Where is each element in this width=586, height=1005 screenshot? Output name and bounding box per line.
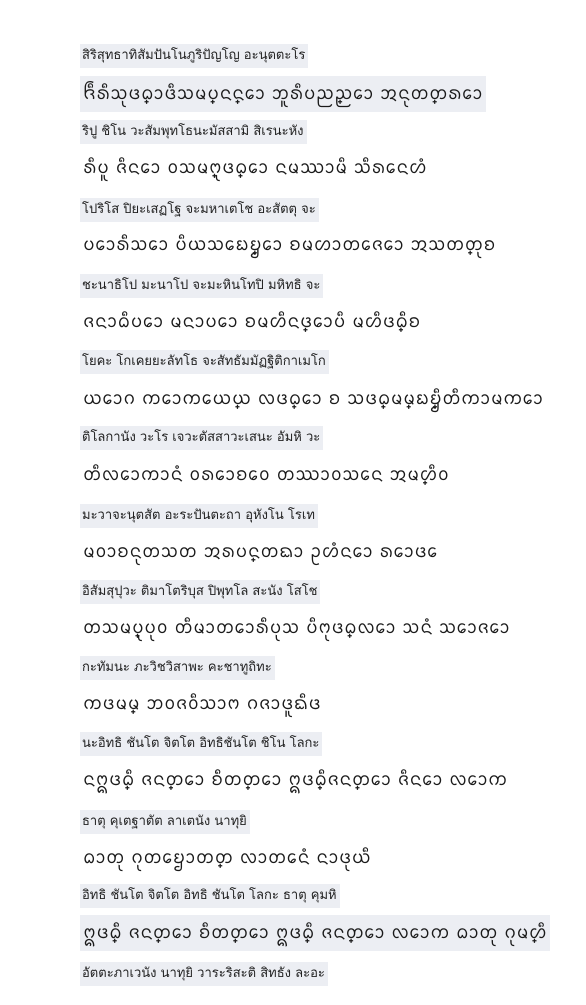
verse-10-tham — [80, 762, 511, 798]
verse-5-thai — [80, 350, 329, 374]
verse-9-thai — [80, 656, 275, 680]
verse-5-tham — [80, 381, 547, 417]
tham-script-line: ᨲᩈᨾ᩠ᨷᩩᨷᩩᩅ ᨲᩥᨾᩣᨲᩮᩣᩁᩥᨷᩩᩈ ᨷᩥᨻᩩᨴ᩠ᨵᩃᩮᩣ ᩈᨶᩴ ᩈᩮᩣᨩᩮᩣ — [83, 617, 511, 638]
tham-script-line: ᨾᩅᩣᨧᨶᩩᨲᩈᨲ ᩋᩁᨷ᩠ᨶᨲᨳᩣ ᩏᩉᩴᨶᩮᩣ ᩁᩮᩣᨴᩮ — [83, 541, 438, 562]
tham-script-line: ᨩᨶᩣᨵᩥᨷᩮᩣ ᨾᨶᩣᨷᩮᩣ ᨧᨾᩉᩥᨶ᩠ᨴᩮᩣᨷᩥ ᨾᩉᩥᨴ᩠ᨵᩥᨧ — [83, 311, 421, 332]
verse-9-tham — [80, 686, 324, 722]
tham-script-line: ᩁᩥᨷᩪ ᨩᩥᨶᩮᩣ ᩅᩈᨾ᩠ᨻᩩᨴ᩠ᨵᩮᩣ ᨶᨾᩔᩣᨾᩥ ᩈᩥᩁᩮᨶᩉᩴ — [83, 157, 428, 178]
thai-transliteration: นะอิทธิ ชันโต จิตโต อิทธิชันโต ชิโน โลกะ — [80, 732, 322, 756]
verse-1-tham — [80, 76, 486, 112]
verse-2-thai — [80, 120, 307, 144]
tham-script-line: ᨪᩥᩁᩥᩈᩩᨴ᩠ᨵᩣᨴᩥᩈᨾ᩠ᨷᨶ᩠ᨶᩮᩣ ᨽᩪᩁᩥᨷᨬ᩠ᨬᩮᩣ ᩋᨶᩩᨲ᩠ᨲᩁᩮᩣ — [80, 76, 486, 112]
thai-transliteration: สิริสุทธาทิสัมปันโนภูริปัญโญ อะนุตตะโร — [80, 44, 308, 68]
verse-8-tham — [80, 610, 513, 646]
verse-11-thai — [80, 810, 250, 834]
thai-transliteration: มะวาจะนุตสัต อะระปันตะถา อุหังโน โรเท — [80, 504, 318, 528]
verse-13-thai — [80, 962, 328, 986]
verse-7-thai — [80, 504, 318, 528]
thai-transliteration: อิทธิ ชันโต จิตโต อิทธิ ชันโต โลกะ ธาตุ คุมหิ — [80, 884, 340, 908]
tham-script-line: ᨠᨴᨾ᩠ᨾ ᨽᩅᨩᩅᩥᩈᩣᨻ ᨣᨩᩣᨴᩪᨳᩥᨴ — [83, 693, 322, 714]
thai-transliteration: ชะนาธิโป มะนาโป จะมะหินโทปิ มหิทธิ จะ — [80, 274, 323, 298]
tham-script-line: ᨿᩮᩣᨣ ᨠᩮᩣᨠᩮᨿ᩠ᨿ ᩃᨴ᩠ᨵᩮᩣ ᨧ ᩈᨴ᩠ᨵᨾ᩠ᨾᨭ᩠ᨮᩥᨲᩥᨠᩣᨾᨠᩮᩣ — [83, 388, 544, 409]
tham-script-line: ᨲᩥᩃᩮᩣᨠᩣᨶᩴ ᩅᩁᩮᩣᨧᩮᩅ ᨲᩔᩣᩅᩈᩮᨶ ᩋᨾ᩠ᩉᩥᩅ — [83, 464, 450, 485]
verse-3-thai — [80, 198, 319, 222]
verse-10-thai — [80, 732, 322, 756]
thai-transliteration: กะทัมนะ ภะวิชวิสาพะ คะชาทูถิทะ — [80, 656, 275, 680]
thai-transliteration: โปริโส ปิยะเสฏโฐ จะมหาเตโช อะสัตตุ จะ — [80, 198, 319, 222]
thai-transliteration: อิสัมสุปุวะ ติมาโตริบุส ปิพุทโล สะนัง โสโช — [80, 580, 320, 604]
verse-6-thai — [80, 426, 323, 450]
verse-6-tham — [80, 457, 452, 493]
tham-script-line: ᨶᩍᨴ᩠ᨵᩥ ᨩᨶ᩠ᨲᩮᩣ ᨧᩥᨲ᩠ᨲᩮᩣ ᩍᨴ᩠ᨵᩥᨩᨶ᩠ᨲᩮᩣ ᨩᩥᨶᩮᩣ ᩃᩮᩣᨠ — [83, 769, 508, 790]
verse-4-thai — [80, 274, 323, 298]
verse-7-tham — [80, 534, 441, 570]
verse-12-thai — [80, 884, 340, 908]
verse-11-tham — [80, 840, 374, 876]
tham-script-line: ᨷᩮᩣᩁᩥᩈᩮᩣ ᨷᩥᨿᩈᩮᨭ᩠ᨮᩮᩣ ᨧᨾᩉᩣᨲᩮᨩᩮᩣ ᩋᩈᨲ᩠ᨲᩩᨧ — [83, 234, 496, 255]
verse-3-tham — [80, 227, 499, 263]
thai-transliteration: ธาตุ คุเตฐาตัต ลาเตนัง นาทุยิ — [80, 810, 250, 834]
thai-transliteration: โยคะ โกเคยยะลัทโธ จะสัทธัมมัฏฐิติกาเมโก — [80, 350, 329, 374]
tham-script-line: ᩍᨴ᩠ᨵᩥ ᨩᨶ᩠ᨲᩮᩣ ᨧᩥᨲ᩠ᨲᩮᩣ ᩍᨴ᩠ᨵᩥ ᨩᨶ᩠ᨲᩮᩣ ᩃᩮᩣᨠ ᨵᩣᨲᩩ ᨣᩩᨾ᩠ᩉᩥ — [80, 915, 550, 951]
thai-transliteration: ริปู ชิโน วะสัมพุทโธนะมัสสามิ สิเรนะหัง — [80, 120, 307, 144]
verse-12-tham — [80, 915, 550, 951]
verse-1-thai — [80, 44, 308, 68]
tham-script-line: ᨵᩣᨲᩩ ᨣᩩᨲᩮᨮᩣᨲ᩠ᨲ ᩃᩣᨲᩮᨶᩴ ᨶᩣᨴᩩᨿᩥ — [83, 847, 372, 868]
verse-2-tham — [80, 150, 430, 186]
thai-transliteration: ติโลกานัง วะโร เจวะตัสสาวะเสนะ อัมหิ วะ — [80, 426, 323, 450]
thai-transliteration: อัตตะภาเวนัง นาทุยิ วาระริสะติ สิทธัง ละอะ — [80, 962, 328, 986]
verse-4-tham — [80, 304, 424, 340]
verse-8-thai — [80, 580, 320, 604]
